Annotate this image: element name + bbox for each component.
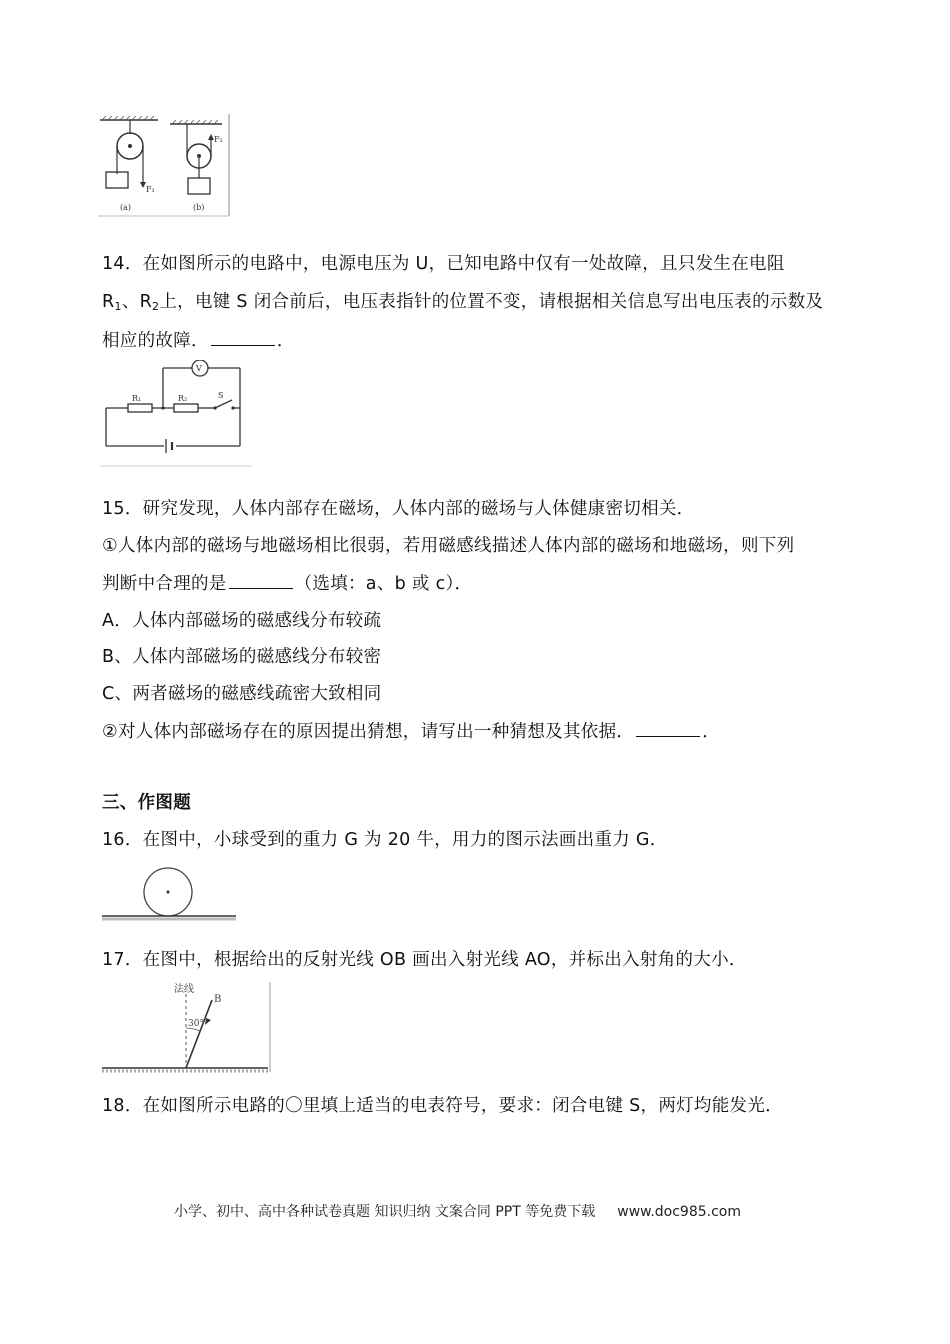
r2-subscript: 2 xyxy=(152,300,160,313)
voltmeter-label: V xyxy=(196,364,202,373)
r1-label: R₁ xyxy=(132,394,142,403)
resistor-r2 xyxy=(174,404,198,412)
label-a: (a) xyxy=(120,203,132,212)
q17-text: 17．在图中，根据给出的反射光线 OB 画出入射光线 AO，并标出入射角的大小． xyxy=(102,950,747,970)
q15-line-3-choice: （选填：a、b 或 c）． xyxy=(294,574,473,594)
reflected-ray-ob xyxy=(186,1000,212,1068)
q15-option-a: A．人体内部磁场的磁感线分布较疏 xyxy=(102,611,382,631)
page-footer xyxy=(174,1202,741,1222)
q14-line-3-end: ． xyxy=(276,331,295,351)
q15-line-last-end: ． xyxy=(702,722,720,742)
ball-figure xyxy=(100,862,240,922)
normal-label: 法线 xyxy=(174,984,194,995)
force-label-a: F₁ xyxy=(146,185,155,194)
answer-blank-q14[interactable] xyxy=(211,328,275,346)
r-symbol: R xyxy=(102,292,115,312)
r1-subscript: 1 xyxy=(114,300,122,313)
footer-text: 小学、初中、高中各种试卷真题 知识归纳 文案合同 PPT 等免费下载 xyxy=(174,1204,596,1220)
q14-line-2-text: 上，电键 S 闭合前后，电压表指针的位置不变，请根据相关信息写出电压表的示数及 xyxy=(159,292,824,312)
answer-blank-q15-1[interactable] xyxy=(229,571,293,589)
q15-line-2: ①人体内部的磁场与地磁场相比很弱，若用磁感线描述人体内部的磁场和地磁场，则下列 xyxy=(102,536,795,556)
r-symbol-2: 、R xyxy=(121,292,153,312)
pulley-figure xyxy=(98,112,232,218)
force-label-b: F₂ xyxy=(214,135,223,144)
q15-line-3 xyxy=(102,571,472,596)
q14-line-2 xyxy=(102,290,823,319)
r2-label: R₂ xyxy=(178,394,188,403)
circuit-figure xyxy=(100,360,252,468)
weight-b xyxy=(188,178,210,194)
reflection-figure xyxy=(100,980,274,1076)
q15-line-1: 15．研究发现，人体内部存在磁场，人体内部的磁场与人体健康密切相关． xyxy=(102,499,695,519)
footer-site-link[interactable]: www.doc985.com xyxy=(617,1204,741,1220)
q18-text: 18．在如图所示电路的〇里填上适当的电表符号，要求：闭合电键 S，两灯均能发光． xyxy=(102,1096,783,1116)
section-title: 三、作图题 xyxy=(102,793,191,813)
label-b: (b) xyxy=(193,203,205,212)
q15-line-3-text: 判断中合理的是 xyxy=(102,574,227,594)
q15-option-c: C、两者磁场的磁感线疏密大致相同 xyxy=(102,684,382,704)
answer-blank-q15-2[interactable] xyxy=(636,719,700,737)
point-b-label: B xyxy=(214,994,222,1005)
switch-s xyxy=(215,400,232,408)
q14-line-3 xyxy=(102,328,295,353)
resistor-r1 xyxy=(128,404,152,412)
q16-text: 16．在图中，小球受到的重力 G 为 20 牛，用力的图示法画出重力 G． xyxy=(102,830,668,850)
weight-a xyxy=(106,172,128,188)
q15-line-last xyxy=(102,719,720,744)
q15-line-last-text: ②对人体内部磁场存在的原因提出猜想，请写出一种猜想及其依据． xyxy=(102,722,635,742)
angle-label: 30° xyxy=(188,1019,204,1029)
q14-line-1: 14．在如图所示的电路中，电源电压为 U，已知电路中仅有一处故障，且只发生在电阻 xyxy=(102,254,785,274)
switch-label: S xyxy=(218,391,224,400)
q15-option-b: B、人体内部磁场的磁感线分布较密 xyxy=(102,647,382,667)
q14-line-3-text: 相应的故障． xyxy=(102,331,209,351)
ball-center xyxy=(167,891,170,894)
